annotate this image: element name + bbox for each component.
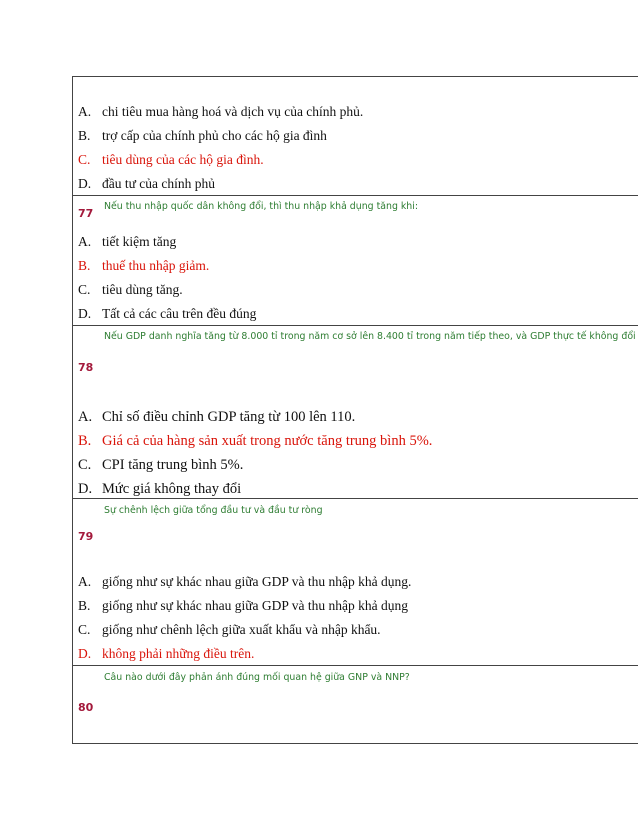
question-78-text: Nếu GDP danh nghĩa tăng từ 8.000 tỉ trong năm cơ sở lên 8.400 tỉ trong năm tiếp theo, và GDP thực tế không đổi <box>104 331 636 342</box>
row-divider <box>72 195 638 196</box>
question-78-number: 78 <box>78 361 94 374</box>
option-c: C. tiêu dùng tăng. <box>78 282 183 297</box>
option-d: D. Tất cả các câu trên đều đúng <box>78 306 257 321</box>
row-divider <box>72 498 638 499</box>
option-b-correct: B. thuế thu nhập giảm. <box>78 258 210 273</box>
option-c: C. CPI tăng trung bình 5%. <box>78 457 244 473</box>
option-a: A. giống như sự khác nhau giữa GDP và thu nhập khả dụng. <box>78 574 412 589</box>
question-77-number: 77 <box>78 207 94 220</box>
option-c: C. giống như chênh lệch giữa xuất khẩu và nhập khẩu. <box>78 622 381 637</box>
option-d: D. Mức giá không thay đổi <box>78 481 242 497</box>
question-80-number: 80 <box>78 701 94 714</box>
question-80-text: Câu nào dưới đây phản ánh đúng mối quan hệ giữa GNP và NNP? <box>104 672 410 683</box>
row-divider <box>72 325 638 326</box>
option-d: D. đầu tư của chính phủ <box>78 176 216 191</box>
option-c-correct: C. tiêu dùng của các hộ gia đình. <box>78 152 264 167</box>
option-a: A. Chỉ số điều chỉnh GDP tăng từ 100 lên 110. <box>78 409 356 425</box>
option-a: A. tiết kiệm tăng <box>78 234 177 249</box>
question-79-number: 79 <box>78 530 94 543</box>
option-b-correct: B. Giá cả của hàng sản xuất trong nước tăng trung bình 5%. <box>78 433 433 449</box>
option-b: B. giống như sự khác nhau giữa GDP và thu nhập khả dụng <box>78 598 409 613</box>
question-77-text: Nếu thu nhập quốc dân không đổi, thì thu nhập khả dụng tăng khi: <box>104 201 419 212</box>
question-79-text: Sự chênh lệch giữa tổng đầu tư và đầu tư ròng <box>104 505 323 516</box>
row-divider <box>72 665 638 666</box>
option-a: A. chi tiêu mua hàng hoá và dịch vụ của chính phủ. <box>78 104 364 119</box>
option-b: B. trợ cấp của chính phủ cho các hộ gia đình <box>78 128 327 143</box>
option-d-correct: D. không phải những điều trên. <box>78 646 255 661</box>
